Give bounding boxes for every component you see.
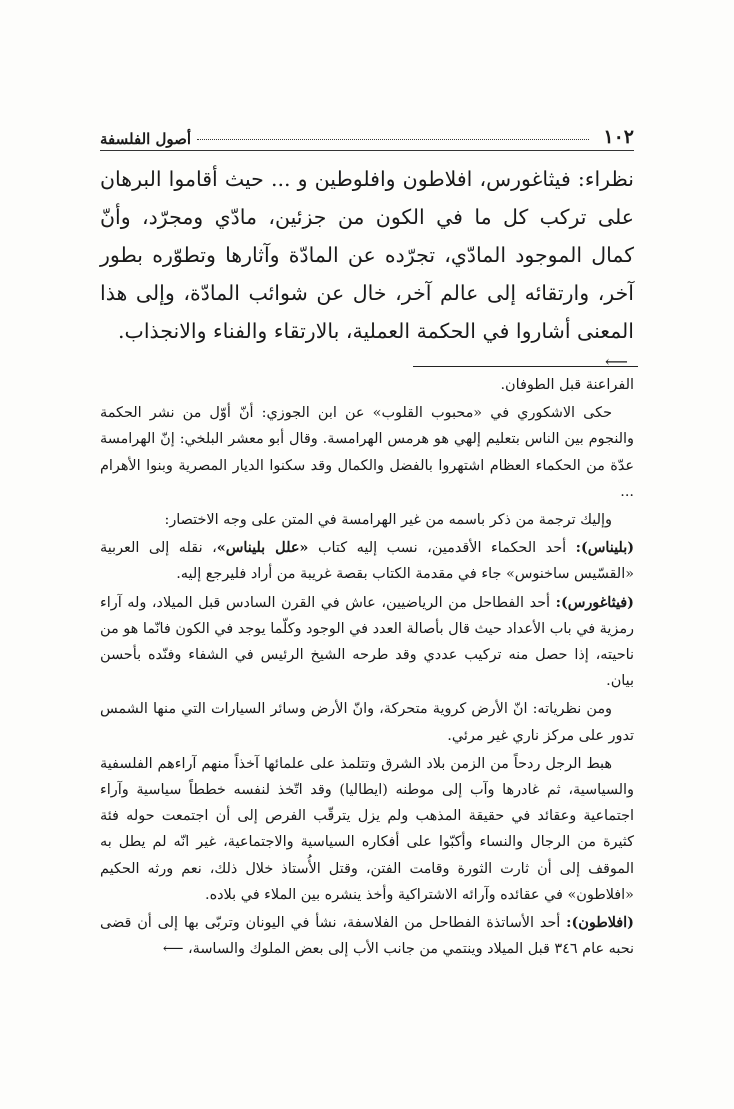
page-number: ١٠٢ [603,126,634,148]
footnote-p8 [100,910,634,962]
footnote-p4-text-a: أحد الحكماء الأقدمين، نسب إليه كتاب [308,540,576,557]
header-rule [100,150,634,151]
entry-label-pythagoras: (فيثاغورس): [555,593,634,611]
footnote-p1: الفراعنة قبل الطوفان. [500,377,634,393]
entry-label-plato: (افلاطون): [566,914,634,932]
footnote-p5-text: أحد الفطاحل من الرياضيين، عاش في القرن السادس قبل الميلاد، وله آراء رمزية في باب الأعداد حيث قال بأصالة العدد في الوجود وكلّما يوجد في الكون فانّما هو من ناحيته، إذا حصل منه تركيب عددي وقد طرحه الشيخ الرئيس في الشفاء وفنّده بأحسن بيان. [100,594,634,690]
footnote-p5 [100,590,634,695]
footnote-p4-text-b: ، نقله إلى العربية «القسّيس ساخنوس» جاء في مقدمة الكتاب بقصة غريبة من أراد فليرجع إليه. [100,540,634,583]
running-title: أصول الفلسفة [100,130,192,148]
main-paragraph: نظراء: فيثاغورس، افلاطون وافلوطين و ... حيث أقاموا البرهان على تركب كل ما في الكون من جزئين، مادّي ومجرّد، وأنّ كمال الموجود المادّي، تجرّده عن المادّة وآثارها وتطوّره بطور آخر، وارتقائه إلى عالم آخر، خال عن شوائب المادّة، وإلى هذا المعنى أشاروا في الحكمة العملية، بالارتقاء والفناء والانجذاب. [100,167,634,343]
main-text-block [100,160,634,350]
footnote-continuation-arrow: ⟵ [605,352,628,371]
entry-label-balinas: (بليناس): [575,539,635,557]
page-header [100,118,634,148]
book-title-ilal-balinas: «علل بليناس» [216,539,309,557]
footnote-p7: هبط الرجل ردحاً من الزمن بلاد الشرق وتتلمذ على علمائها آخذاً منهم آراءهم الفلسفية والسياسية، ثم غادرها وآب إلى موطنه (ايطاليا) وقد اتّخذ لنفسه خططاً سياسية وآراء اجتماعية وعقائد في حقيقة المذهب ولم يزل يترقّب الفرص إلى أن اجتمعت حوله فئة كثيرة من الرجال والنساء وأكبّوا على أفكاره السياسية والاجتماعية، غير انّه لم يطل به الموقف إلى أن ثارت الثورة وقامت الفتن، وقتل الأُستاذ خلال ذلك، نعم ورثه الحكيم «افلاطون» في عقائده وآرائه الاشتراكية وأخذ ينشره بين الملاء في بلاده. [100,755,634,903]
footnote-p4 [100,535,634,587]
footnote-p2: حكى الاشكوري في «محبوب القلوب» عن ابن الجوزي: أنّ أوّل من نشر الحكمة والنجوم بين الناس بتعليم إلهي هو هرمس الهرامسة. وقال أبو معشر البلخي: إنّ الهرامسة عدّة من الحكماء العظام اشتهروا بالفضل والكمال وقد سكنوا الديار المصرية وبنوا الأهرام ... [100,405,634,500]
header-dot-leader [197,139,589,140]
footnote-p3: وإليك ترجمة من ذكر باسمه من غير الهرامسة في المتن على وجه الاختصار: [164,512,612,529]
footnotes-block [100,372,634,964]
footnote-p6: ومن نظرياته: انّ الأرض كروية متحركة، وانّ الأرض وسائر السيارات التي منها الشمس تدور على مركز ناري غير مرئي. [100,701,634,744]
footnote-p8-text: أحد الأساتذة الفطاحل من الفلاسفة، نشأ في اليونان وتربّى بها إلى أن قضى نحبه عام ٣٤٦ قبل الميلاد وينتمي من جانب الأب إلى بعض الملوك والساسة، ⟵ [100,915,634,958]
